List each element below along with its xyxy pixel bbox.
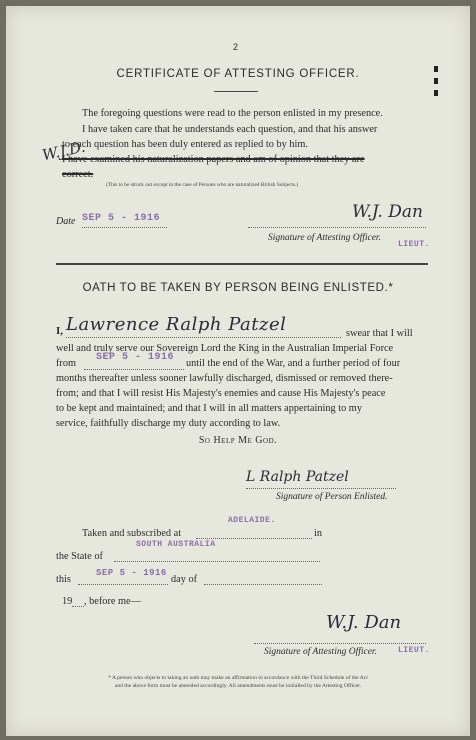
title-underline: [214, 91, 258, 92]
officer-oath-rank-stamp: LIEUT.: [398, 646, 430, 655]
day-of-label: day of: [171, 574, 198, 585]
place-line: [196, 538, 312, 539]
oath-text-6: to be kept and maintained; and that I will in all matters appertaining to my: [56, 403, 362, 414]
month-line: [204, 584, 322, 585]
page-number: 2: [233, 42, 239, 52]
oath-text-4: months thereafter unless sooner lawfully discharged, dismissed or removed there-: [56, 373, 393, 384]
year-line: [72, 606, 84, 607]
enlistee-signature-label: Signature of Person Enlisted.: [276, 492, 388, 502]
footnote-line-1: * A person who objects to taking an oath may make an affirmation in accordance with the Third Schedule of the Act: [108, 675, 368, 681]
name-line: [66, 337, 341, 338]
officer-initials: W.J.D.: [40, 137, 87, 165]
so-help-me-god: So Help Me God.: [198, 435, 278, 446]
place-stamp: ADELAIDE.: [228, 516, 276, 525]
certificate-line-2: I have taken care that he understands each question, and that his answer: [82, 124, 378, 135]
certificate-line-5-struck: correct.: [62, 169, 94, 180]
date-stamp: SEP 5 - 1916: [82, 213, 161, 224]
footnote-line-2: and the above form must be amended accordingly. All amendments must be initialled by the Attesting Officer.: [114, 683, 362, 689]
oath-pronoun: I,: [56, 325, 64, 337]
state-stamp: SOUTH AUSTRALIA: [136, 540, 216, 549]
enlistee-signature-line: [246, 488, 396, 489]
state-label: the State of: [56, 551, 103, 562]
binding-marks: [434, 66, 438, 102]
this-line: [78, 584, 168, 585]
section-divider: [56, 263, 428, 265]
enlistee-signature: L Ralph Patzel: [246, 469, 349, 485]
taken-label: Taken and subscribed at: [82, 528, 182, 539]
officer-oath-signature: W.J. Dan: [326, 612, 402, 633]
officer-oath-label: Signature of Attesting Officer.: [264, 647, 377, 657]
signature-line: [248, 227, 426, 228]
before-me-label: , before me—: [84, 596, 141, 607]
enlistee-name: Lawrence Ralph Patzel: [66, 314, 287, 335]
oath-text-3b: until the end of the War, and a further period of four: [186, 358, 401, 369]
oath-text-1: swear that I will: [346, 328, 413, 339]
date-line: [82, 227, 167, 228]
attesting-officer-label: Signature of Attesting Officer.: [268, 233, 381, 243]
oath-text-3a: from: [56, 358, 77, 369]
officer-oath-signature-line: [254, 643, 426, 644]
oath-text-5: from; and that I will resist His Majesty's enemies and cause His Majesty's peace: [56, 388, 386, 399]
oath-text-2: well and truly serve our Sovereign Lord the King in the Australian Imperial Force: [56, 343, 394, 354]
year-label: 19: [62, 596, 73, 607]
state-line: [114, 561, 320, 562]
attesting-officer-signature: W.J. Dan: [352, 202, 423, 222]
naturalization-note: (This to be struck out except in the case of Persons who are naturalized British Subjects.): [106, 182, 299, 188]
oath-text-7: service, faithfully discharge my duty according to law.: [56, 418, 281, 429]
rank-stamp: LIEUT.: [398, 240, 430, 249]
from-date-stamp: SEP 5 - 1916: [96, 352, 175, 363]
certificate-line-3: to each question has been duly entered as replied to by him.: [62, 139, 308, 150]
certificate-line-1: The foregoing questions were read to the person enlisted in my presence.: [82, 108, 383, 119]
in-label: in: [314, 528, 323, 539]
from-line: [84, 369, 184, 370]
this-label: this: [56, 574, 71, 585]
oath-title: OATH TO BE TAKEN BY PERSON BEING ENLISTED.*: [82, 282, 394, 294]
this-date-stamp: SEP 5 - 1916: [96, 568, 167, 578]
certificate-line-4-struck: I have examined his naturalization papers and am of opinion that they are: [62, 154, 365, 165]
document-page: [6, 6, 470, 736]
date-label: Date: [56, 216, 76, 227]
certificate-title: CERTIFICATE OF ATTESTING OFFICER.: [116, 68, 360, 80]
